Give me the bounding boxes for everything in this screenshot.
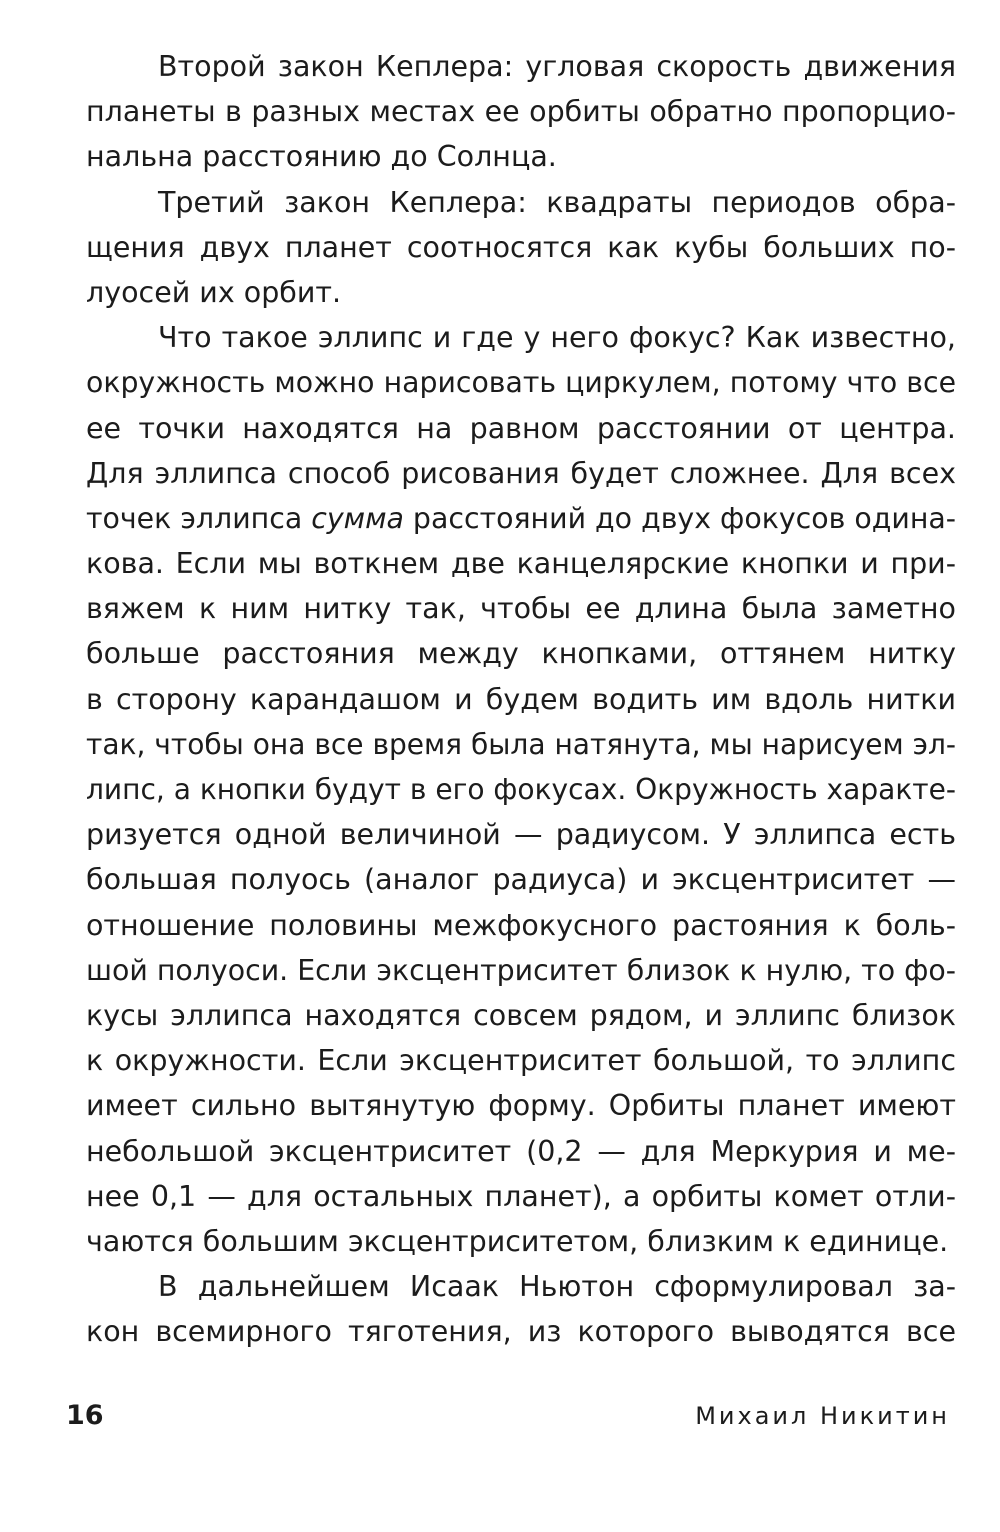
text-line: щения двух планет соотносятся как кубы больших по- (86, 230, 956, 264)
text-line: точек эллипса сумма расстояний до двух фокусов одина- (86, 501, 957, 535)
text-line: так, чтобы она все время была натянута, мы нарисуем эл- (86, 727, 957, 761)
page-number: 16 (66, 1400, 104, 1431)
text-line: липс, а кнопки будут в его фокусах. Окружность характе- (86, 773, 956, 806)
text-line: Что такое эллипс и где у него фокус? Как известно, (158, 321, 956, 355)
text-line: большая полуось (аналог радиуса) и эксцентриситет — (86, 863, 956, 897)
text-line: кова. Если мы воткнем две канцелярские кнопки и при- (86, 547, 956, 581)
text-line: нее 0,1 — для остальных планет), а орбиты комет отли- (86, 1179, 956, 1213)
text-line: нальна расстоянию до Солнца. (86, 140, 557, 174)
text-line: окружность можно нарисовать циркулем, потому что все (86, 366, 956, 400)
text-line: имеет сильно вытянутую форму. Орбиты планет имеют (86, 1089, 956, 1123)
text-line: планеты в разных местах ее орбиты обратно пропорцио- (86, 95, 956, 129)
running-footer-author: Михаил Никитин (695, 1402, 950, 1430)
text-line: вяжем к ним нитку так, чтобы ее длина была заметно (86, 592, 956, 626)
text-line: кусы эллипса находятся совсем рядом, и эллипс близок (86, 998, 956, 1032)
text-line: чаются большим эксцентриситетом, близким к единице. (86, 1224, 949, 1258)
text-line: Второй закон Кеплера: угловая скорость движения (158, 50, 956, 83)
text-line: больше расстояния между кнопками, оттянем нитку (86, 637, 956, 671)
page-body-text (86, 44, 956, 1354)
text-line: отношение половины межфокусного растояния к боль- (86, 908, 956, 942)
text-line: Третий закон Кеплера: квадраты периодов обра- (158, 185, 956, 219)
text-line: в сторону карандашом и будем водить им вдоль нитки (86, 682, 956, 716)
text-line: Для эллипса способ рисования будет сложнее. Для всех (86, 456, 956, 490)
emphasized-word: сумма (311, 501, 404, 535)
text-line: луосей их орбит. (86, 275, 342, 309)
text-line: кон всемирного тяготения, из которого выводятся все (86, 1315, 956, 1349)
text-line: к окружности. Если эксцентриситет большой, то эллипс (86, 1044, 956, 1078)
text-line: В дальнейшем Исаак Ньютон сформулировал за- (158, 1270, 956, 1304)
text-line: шой полуоси. Если эксцентриситет близок к нулю, то фо- (86, 953, 956, 987)
text-line: ее точки находятся на равном расстоянии от центра. (86, 411, 956, 445)
text-line: небольшой эксцентриситет (0,2 — для Меркурия и ме- (86, 1134, 956, 1168)
text-line: ризуется одной величиной — радиусом. У эллипса есть (86, 818, 956, 852)
